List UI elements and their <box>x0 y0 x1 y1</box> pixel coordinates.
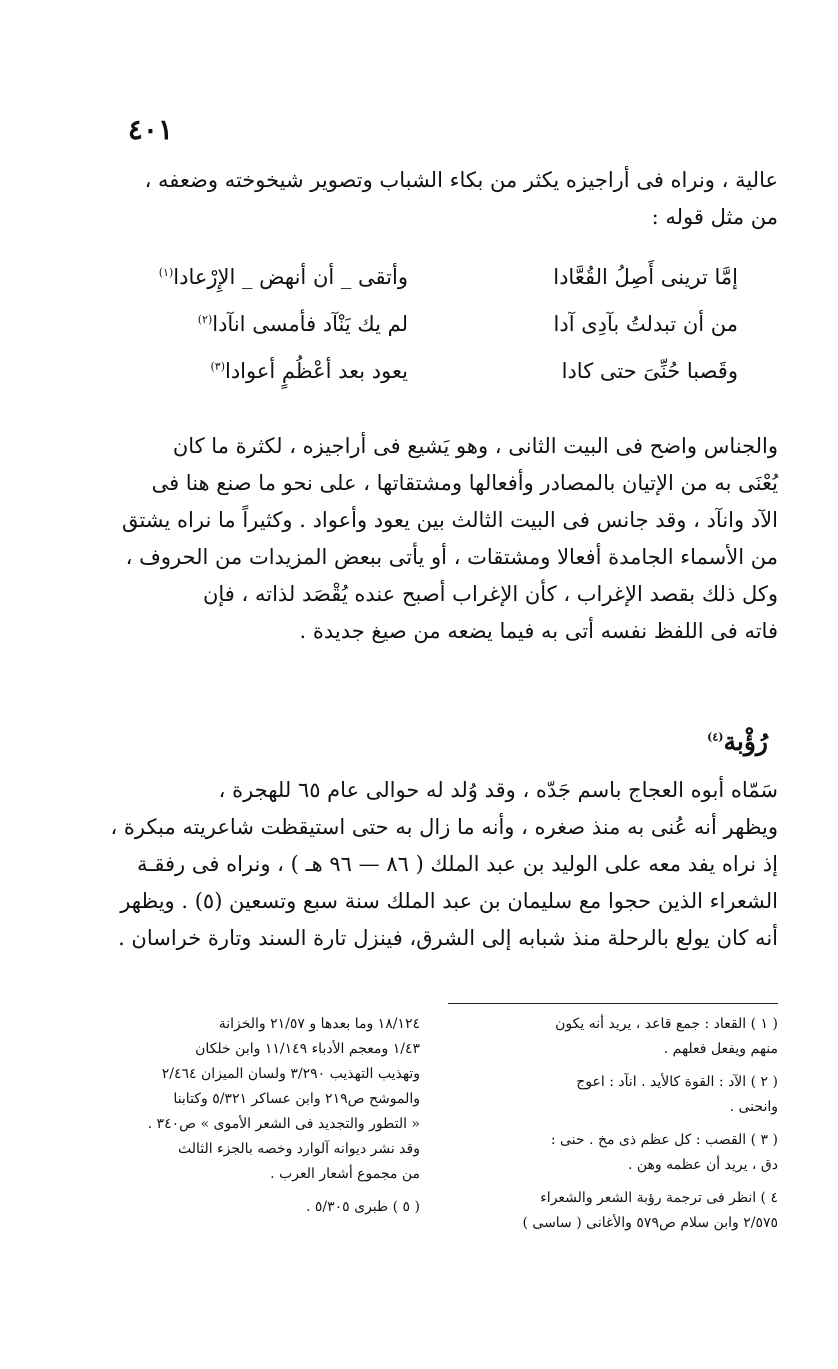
footnote-line: وانحنى . <box>729 1099 778 1115</box>
text-line: وكل ذلك بقصد الإغراب ، كأن الإغراب أصبح عنده يُقْصَد لذاته ، فإن <box>202 582 778 606</box>
footnote-line: دق ، يريد أن عظمه وهن . <box>627 1157 778 1173</box>
page-number: ٤٠١ <box>127 113 173 146</box>
footnote-line: من مجموع أشعار العرب . <box>270 1166 420 1182</box>
verse-line <box>70 359 738 406</box>
verse-block <box>70 265 738 406</box>
footnote <box>438 1186 778 1236</box>
verse-line <box>70 312 738 359</box>
footnote-line: منهم ويفعل فعلهم . <box>663 1041 778 1057</box>
footnote-line: ( ٣ ) القصب : كل عظم ذى مخ . حنى : <box>550 1132 778 1148</box>
section-heading: رُؤْبة$^{(٤)}$ <box>707 727 768 756</box>
text-line: إذ نراه يفد معه على الوليد بن عبد الملك ( ٨٦ — ٩٦ هـ ) ، ونراه فى رفقـة <box>136 852 778 876</box>
footnotes-left-column <box>110 1012 420 1228</box>
footnote-line: وتهذيب التهذيب ٣/٢٩٠ ولسان الميزان ٢/٤٦٤ <box>161 1066 420 1082</box>
footnote-line: والموشح ص٢١٩ وابن عساكر ٥/٣٢١ وكتابنا <box>173 1091 420 1107</box>
footnote-marker: (١) <box>158 266 174 279</box>
footnote-marker: (٣) <box>210 360 225 373</box>
footnote <box>438 1070 778 1120</box>
text-line: والجناس واضح فى البيت الثانى ، وهو يَشيع فى أراجيزه ، لكثرة ما كان <box>172 434 778 458</box>
verse-first-hemistich: إمَّا ترينى أَصِلُ القُعَّادا <box>553 265 738 289</box>
intro-paragraph <box>70 162 778 236</box>
verse-first-hemistich: من أن تبدلتُ بآدِى آدا <box>553 312 738 336</box>
verse-second-hemistich: لم يك يَنْآد فأمسى انآدا$^{(٢)}$ <box>197 312 408 336</box>
footnote-line: وقد نشر ديوانه آلوارد وخصه بالجزء الثالث <box>177 1141 420 1157</box>
text-line: يُعْنَى به من الإتيان بالمصادر وأفعالها ومشتقاتها ، على نحو ما صنع هنا فى <box>151 471 778 495</box>
verse-first-hemistich: وقَصبا حُنِّىَ حتى كادا <box>561 359 738 383</box>
footnote-marker: (٢) <box>197 313 213 326</box>
verse-line <box>70 265 738 312</box>
text-line: من مثل قوله : <box>651 205 778 229</box>
verse-second-hemistich: يعود بعد أعْظُمٍ أعوادا$^{(٣)}$ <box>210 359 408 383</box>
text-line: سَمّاه أبوه العجاج باسم جَدّه ، وقد وُلد له حوالى عام ٦٥ للهجرة ، <box>218 778 778 802</box>
footnote <box>438 1128 778 1178</box>
text-line: أنه كان يولع بالرحلة منذ شبابه إلى الشرق، فينزل تارة السند وتارة خراسان . <box>118 926 778 950</box>
footnote <box>110 1195 420 1220</box>
footnote-line: ١/٤٣ ومعجم الأدباء ١١/١٤٩ وابن خلكان <box>195 1041 420 1057</box>
text-line: ويظهر أنه عُنى به منذ صغره ، وأنه ما زال به حتى استيقظت شاعريته مبكرة ، <box>110 815 778 839</box>
verse-second-hemistich: وأتقى _ أن أنهض _ الإِرْعادا$^{(١)}$ <box>158 265 408 289</box>
footnote <box>110 1012 420 1187</box>
footnote-marker: (٤) <box>707 730 724 744</box>
text-line: فاته فى اللفظ نفسه أتى به فيما يضعه من صيغ جديدة . <box>299 619 778 643</box>
body-paragraph <box>70 428 778 650</box>
footnote-separator <box>448 1003 778 1004</box>
text-line: من الأسماء الجامدة أفعالا ومشتقات ، أو يأتى ببعض المزيدات من الحروف ، <box>125 545 778 569</box>
text-line: الآد وانآد ، وقد جانس فى البيت الثالث بين يعود وأعواد . وكثيراً ما نراه يشتق <box>121 508 778 532</box>
text-line: الشعراء الذين حجوا مع سليمان بن عبد الملك سنة سبع وتسعين (٥) . ويظهر <box>120 889 778 913</box>
footnote-line: ( ٥ ) طبرى ٥/٣٠٥ . <box>305 1199 420 1215</box>
footnote-line: « التطور والتجديد فى الشعر الأموى » ص٣٤٠ . <box>147 1116 420 1132</box>
footnote-line: ٢/٥٧٥ وابن سلام ص٥٧٩ والأغانى ( ساسى ) <box>522 1215 778 1231</box>
footnote <box>438 1012 778 1062</box>
text-line: عالية ، ونراه فى أراجيزه يكثر من بكاء الشباب وتصوير شيخوخته وضعفه ، <box>144 168 778 192</box>
footnote-line: ( ٢ ) الآد : القوة كالأيد . انآد : اعوج <box>576 1074 778 1090</box>
body-paragraph <box>70 772 778 957</box>
footnote-line: ( ١ ) القعاد : جمع قاعد ، يريد أنه يكون <box>555 1016 778 1032</box>
footnotes-right-column <box>438 1012 778 1244</box>
footnote-line: ٤ ) انظر فى ترجمة رؤبة الشعر والشعراء <box>540 1190 778 1206</box>
footnote-line: ١٨/١٢٤ وما بعدها و ٢١/٥٧ والخزانة <box>218 1016 420 1032</box>
